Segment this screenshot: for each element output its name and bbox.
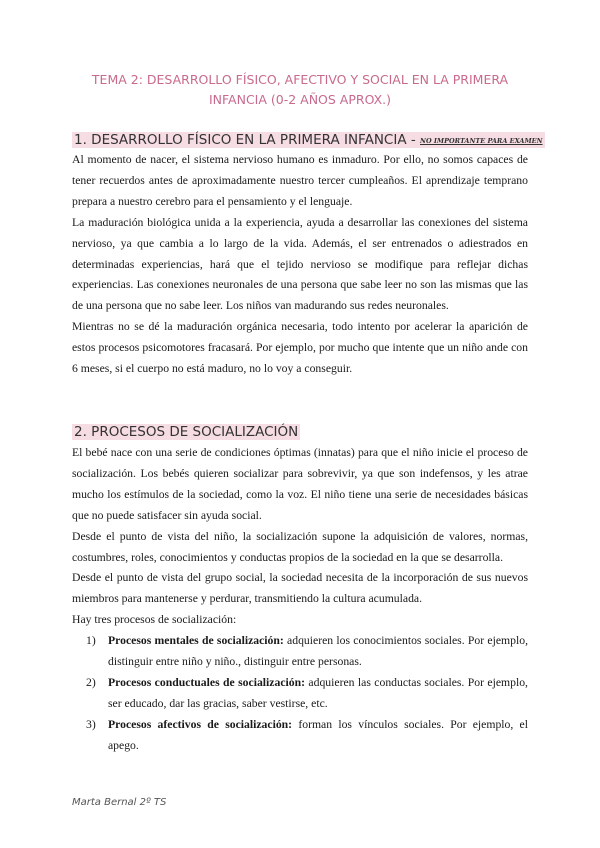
list-term: Procesos mentales de socialización:: [108, 634, 284, 647]
socialization-list: [72, 631, 528, 756]
list-item: [72, 715, 528, 757]
list-text: adquieren las conductas sociales. Por ejemplo, ser educado, dar las gracias, saber vestirse, etc.: [108, 675, 528, 710]
exam-note: NO IMPORTANTE PARA EXAMEN: [420, 137, 543, 145]
document-title: TEMA 2: DESARROLLO FÍSICO, AFECTIVO Y SOCIAL EN LA PRIMERA INFANCIA (0-2 AÑOS APROX.): [91, 72, 509, 107]
section-2-heading: [72, 422, 300, 442]
paragraph: Desde el punto de vista del grupo social, la sociedad necesita de la incorporación de sus nuevos miembros para mantenerse y perdurar, transmitiendo la cultura acumulada.: [72, 571, 528, 606]
section-1-heading: [72, 130, 545, 151]
paragraph: Hay tres procesos de socialización:: [72, 613, 237, 627]
author-footer: Marta Bernal 2º TS: [72, 797, 167, 808]
list-number: 3): [86, 717, 96, 731]
list-text: adquieren los conocimientos sociales. Por ejemplo, distinguir entre niño y niño., distinguir entre personas.: [108, 634, 528, 668]
section-2-heading-text: 2. PROCESOS DE SOCIALIZACIÓN: [74, 424, 299, 440]
list-number: 2): [86, 675, 96, 689]
list-term: Procesos afectivos de socialización:: [108, 717, 293, 731]
list-item: [72, 673, 528, 715]
list-item: [72, 631, 528, 673]
paragraph: La maduración biológica unida a la experiencia, ayuda a desarrollar las conexiones del sistema nervioso, ya que cambia a lo largo de la vida. Además, el ser entrenados o adiestrados en determinadas experiencias, hará que el tejido nervioso se modifique para reflejar dichas experiencias. Las conexiones neuronales de una persona que sabe leer no son las mismas que las de una persona que no sabe leer. Los niños van madurando sus redes neuronales.: [72, 215, 528, 313]
section-1-body: [72, 150, 528, 380]
paragraph: Al momento de nacer, el sistema nervioso humano es inmaduro. Por ello, no somos capaces de tener recuerdos antes de aproximadamente nuestro tercer cumpleaños. El aprendizaje temprano prepara a nuestro cerebro para el pensamiento y el lenguaje.: [72, 153, 528, 208]
list-term: Procesos conductuales de socialización:: [108, 675, 305, 689]
list-number: 1): [86, 634, 96, 647]
list-text: forman los vínculos sociales. Por ejemplo, el apego.: [108, 717, 528, 752]
paragraph: El bebé nace con una serie de condiciones óptimas (innatas) para que el niño inicie el proceso de socialización. Los bebés quieren socializar para sobrevivir, ya que son indefensos, y les atrae mucho los estímulos de la sociedad, como la voz. El niño tiene una serie de necesidades básicas que no puede satisfacer sin ayuda social.: [72, 446, 528, 522]
paragraph: Desde el punto de vista del niño, la socialización supone la adquisición de valores, normas, costumbres, roles, conocimientos y conductas propios de la sociedad en la que se desarrolla.: [72, 529, 528, 564]
section-1-heading-text: 1. DESARROLLO FÍSICO EN LA PRIMERA INFANCIA -: [74, 132, 416, 148]
paragraph: Mientras no se dé la maduración orgánica necesaria, todo intento por acelerar la aparición de estos procesos psicomotores fracasará. Por ejemplo, por mucho que intente que un niño ande con 6 meses, si el cuerpo no está maduro, no lo voy a conseguir.: [72, 320, 528, 376]
section-2-body: [72, 443, 528, 631]
